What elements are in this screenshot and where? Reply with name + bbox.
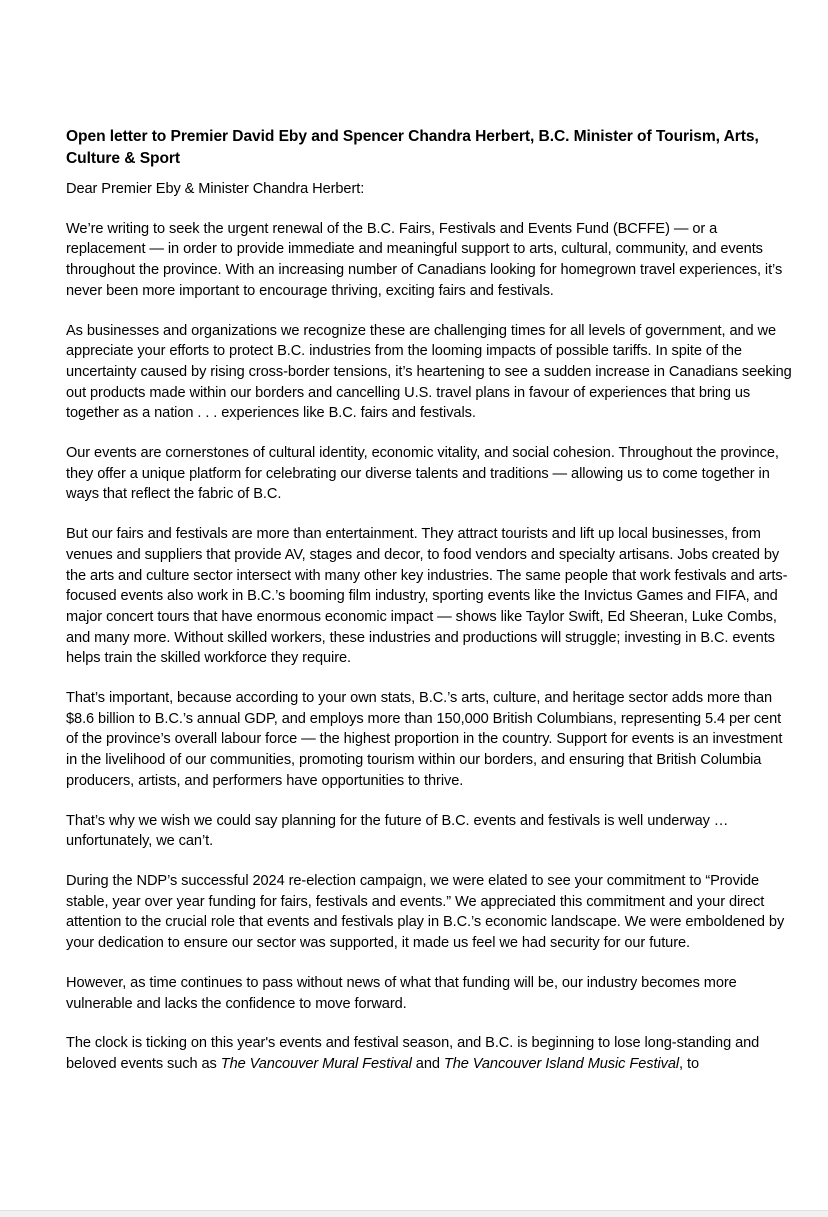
letter-body bbox=[66, 126, 792, 1094]
paragraph-clock-ticking bbox=[66, 1033, 792, 1074]
paragraph-more-than-entertainment: But our fairs and festivals are more than entertainment. They attract tourists and lift up local businesses, from venues and suppliers that provide AV, stages and decor, to food vendors and specialty artisans. Jobs created by the arts and culture sector intersect with many other key industries. The same people that work festivals and arts-focused events also work in B.C.’s booming film industry, sporting events like the Invictus Games and FIFA, and major concert tours that have enormous economic impact — shows like Taylor Swift, Ed Sheeran, Luke Combs, and many more. Without skilled workers, these industries and productions will struggle; investing in B.C. events helps train the skilled workforce they require. bbox=[66, 526, 788, 667]
paragraph-cultural-identity: Our events are cornerstones of cultural identity, economic vitality, and social cohesion. Throughout the province, they offer a unique platform for celebrating our diverse talents and traditions — allowing us to come together in ways that reflect the fabric of B.C. bbox=[66, 445, 779, 503]
festival-name-mural: The Vancouver Mural Festival bbox=[220, 1055, 412, 1072]
paragraph-election-commitment: During the NDP’s successful 2024 re-election campaign, we were elated to see your commitment to “Provide stable, year over year funding for fairs, festivals and events.” We appreciated this commitment and your direct attention to the crucial role that events and festivals play in B.C.’s economic landscape. We were emboldened by your dedication to ensure our sector was supported, it made us feel we had security for our future. bbox=[66, 872, 785, 952]
paragraph-economic-stats: That’s important, because according to your own stats, B.C.’s arts, culture, and heritage sector adds more than $8.6 billion to B.C.’s annual GDP, and employs more than 150,000 British Columbians, representing 5.4 per cent of the province’s overall labour force — the highest proportion in the country. Support for events is an investment in the livelihood of our communities, promoting tourism within our borders, and ensuring that British Columbia producers, artists, and performers have opportunities to thrive. bbox=[66, 690, 783, 789]
clock-ticking-text-3: , to bbox=[679, 1055, 699, 1072]
paragraph-planning: That’s why we wish we could say planning for the future of B.C. events and festivals is well underway … unfortunately, we can’t. bbox=[66, 812, 729, 850]
letter-title: Open letter to Premier David Eby and Spencer Chandra Herbert, B.C. Minister of Tourism, Arts, Culture & Sport bbox=[66, 128, 759, 167]
festival-name-island-music: The Vancouver Island Music Festival bbox=[443, 1055, 680, 1072]
clock-ticking-text-1: The clock is ticking on this year's events and festival season, and B.C. is beginning to lose long-standing and beloved events such as bbox=[66, 1035, 760, 1072]
paragraph-challenging-times: As businesses and organizations we recognize these are challenging times for all levels of government, and we appreciate your efforts to protect B.C. industries from the looming impacts of possible tariffs. In spite of the uncertainty caused by rising cross-border tensions, it’s heartening to see a sudden increase in Canadians seeking out products made within our borders and cancelling U.S. travel plans in favour of experiences that bring us together as a nation . . . experiences like B.C. fairs and festivals. bbox=[66, 322, 792, 422]
clock-ticking-text-2: and bbox=[411, 1055, 444, 1072]
paragraph-funding-uncertainty: However, as time continues to pass without news of what that funding will be, our industry becomes more vulnerable and lacks the confidence to move forward. bbox=[66, 974, 737, 1012]
paragraph-funding-request: We’re writing to seek the urgent renewal of the B.C. Fairs, Festivals and Events Fund (BCFFE) — or a replacement — in order to provide immediate and meaningful support to arts, cultural, community, and events throughout the province. With an increasing number of Canadians looking for homegrown travel experiences, it’s never been more important to encourage thriving, exciting fairs and festivals. bbox=[66, 220, 783, 299]
salutation: Dear Premier Eby & Minister Chandra Herbert: bbox=[66, 181, 365, 197]
